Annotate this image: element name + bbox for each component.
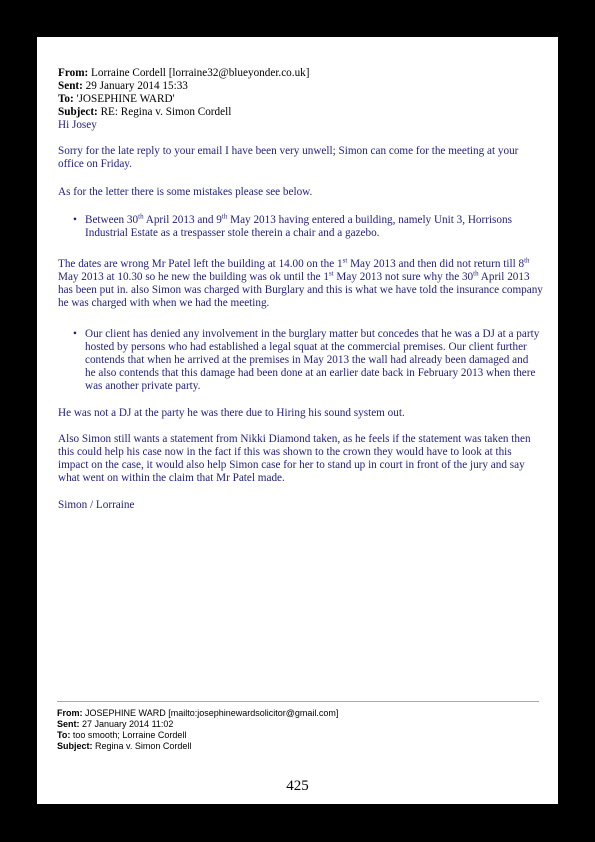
fwd-to-row: To: too smooth; Lorraine Cordell	[57, 730, 187, 740]
document-page	[37, 37, 558, 804]
paragraph-4: He was not a DJ at the party he was there due to Hiring his sound system out.	[58, 407, 405, 419]
paragraph-2: As for the letter there is some mistakes please see below.	[58, 186, 313, 198]
from-row: From: Lorraine Cordell [lorraine32@blueyonder.co.uk]	[58, 67, 310, 79]
fwd-subject-row: Subject: Regina v. Simon Cordell	[57, 741, 192, 751]
paragraph-5: Also Simon still wants a statement from Nikki Diamond taken, as he feels if the statement was taken then this could help his case now in the fact if this was shown to the crown they would have to look at this impact on the case, it would also help Simon case for her to stand up in court in front of the jury and say what went on within the claim that Mr Patel made.	[58, 433, 531, 484]
to-row: To: 'JOSEPHINE WARD'	[58, 93, 175, 105]
bullet-item-1: • Between 30th April 2013 and 9th May 2013 having entered a building, namely Unit 3, Horrisons Industrial Estate as a trespasser stole therein a chair and a gazebo.	[73, 212, 512, 239]
from-value: Lorraine Cordell [lorraine32@blueyonder.co.uk]	[91, 67, 310, 79]
bullet-icon: •	[73, 328, 77, 340]
sent-row: Sent: 29 January 2014 15:33	[58, 80, 188, 92]
forwarded-header	[57, 708, 537, 752]
signoff: Simon / Lorraine	[58, 499, 135, 511]
greeting: Hi Josey	[58, 119, 97, 131]
divider	[57, 701, 539, 702]
paragraph-1: Sorry for the late reply to your email I have been very unwell; Simon can come for the meeting at your office on Friday.	[58, 145, 519, 170]
fwd-sent-row: Sent: 27 January 2014 11:02	[57, 719, 174, 729]
subject-row: Subject: RE: Regina v. Simon Cordell	[58, 106, 232, 118]
fwd-from-row: From: JOSEPHINE WARD [mailto:josephinewardsolicitor@gmail.com]	[57, 708, 339, 718]
paragraph-3: The dates are wrong Mr Patel left the building at 14.00 on the 1st May 2013 and then did not return till 8th May 2013 at 10.30 so he new the building was ok until the 1st May 2013 not sure why the 30th April 2013 has been put in. also Simon was charged with Burglary and this is what we have told the insurance company he was charged with when we had the meeting.	[58, 256, 543, 309]
email-header	[58, 67, 548, 132]
bullet-item-2: • Our client has denied any involvement in the burglary matter but concedes that he was a DJ at a party hosted by persons who had established a legal squat at the commercial premises. Our client further contends that when he arrived at the premises in May 2013 the wall had already been damaged and he also contends that this damage had been done at an earlier date back in February 2013 when there was another private party.	[73, 328, 540, 392]
to-value: 'JOSEPHINE WARD'	[76, 93, 175, 105]
bullet-icon: •	[73, 214, 77, 226]
sent-value: 29 January 2014 15:33	[85, 80, 188, 92]
subject-value: RE: Regina v. Simon Cordell	[100, 106, 232, 118]
page-number: 425	[286, 778, 309, 794]
